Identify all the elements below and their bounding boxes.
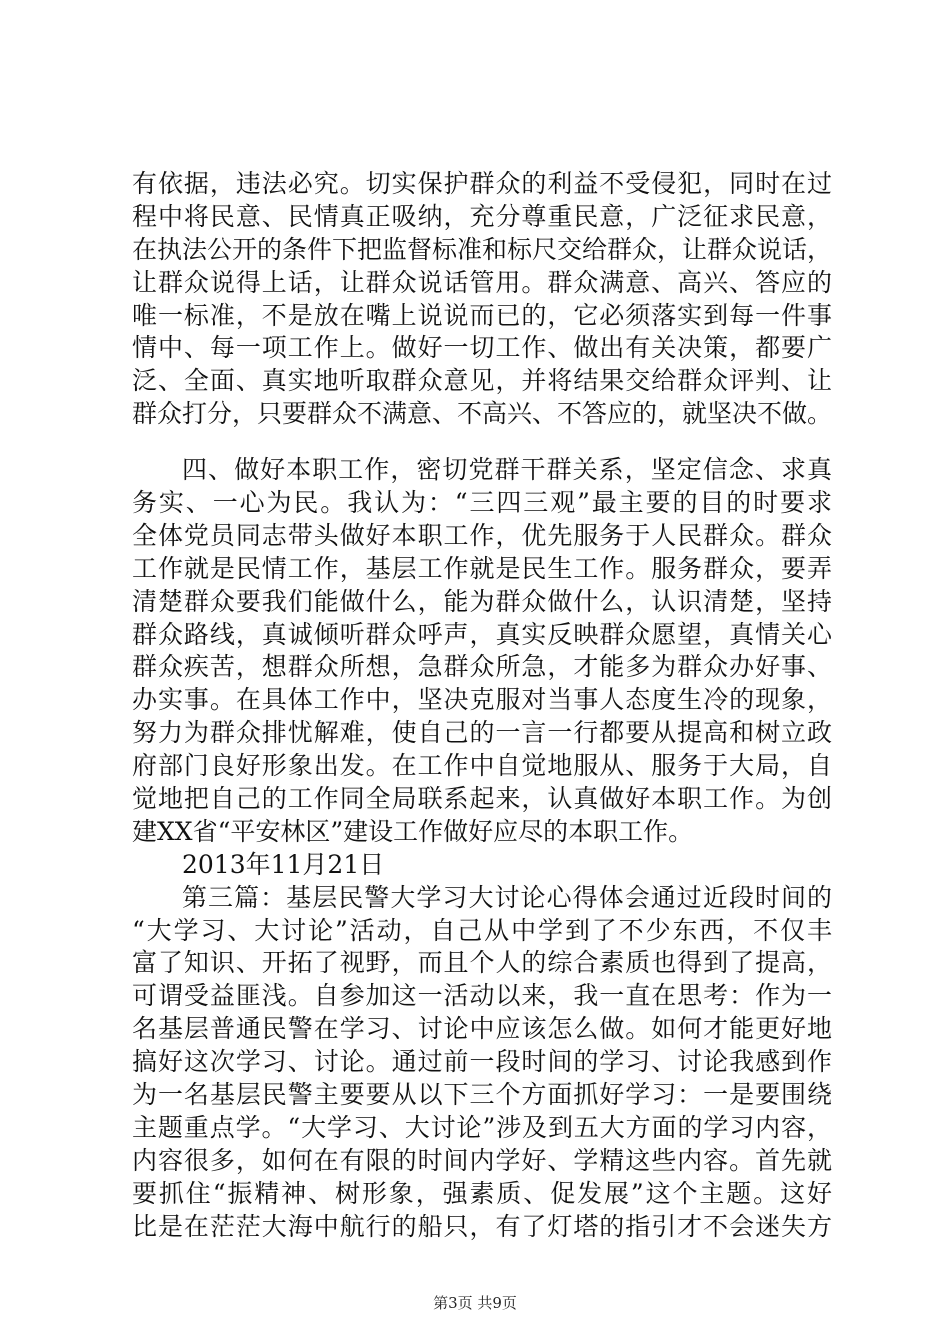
- section-heading-line: 四、做好本职工作，密切党群干群关系，坚定信念、求真: [182, 455, 832, 485]
- text-line: 富了知识、开拓了视野，而且个人的综合素质也得到了提高，: [132, 948, 832, 978]
- text-line: 全体党员同志带头做好本职工作，优先服务于人民群众。群众: [132, 520, 832, 550]
- text-line: 群众路线，真诚倾听群众呼声，真实反映群众愿望，真情关心: [132, 619, 832, 649]
- text-line: 务实、一心为民。我认为：“三四三观”最主要的目的时要求: [132, 488, 832, 518]
- text-line: 努力为群众排忧解难，使自己的一言一行都要从提高和树立政: [132, 718, 832, 748]
- text-line: 府部门良好形象出发。在工作中自觉地服从、服务于大局，自: [132, 751, 832, 781]
- text-line: 有依据，违法必究。切实保护群众的利益不受侵犯，同时在过: [132, 169, 832, 198]
- document-body: [132, 168, 832, 1244]
- text-line: 搞好这次学习、讨论。通过前一段时间的学习、讨论我感到作: [132, 1047, 832, 1077]
- text-line: 名基层普通民警在学习、讨论中应该怎么做。如何才能更好地: [132, 1014, 832, 1044]
- text-line: 唯一标准，不是放在嘴上说说而已的，它必须落实到每一件事: [132, 300, 832, 330]
- text-line: 泛、全面、真实地听取群众意见，并将结果交给群众评判、让: [132, 366, 832, 396]
- text-line: 觉地把自己的工作同全局联系起来，认真做好本职工作。为创: [132, 784, 832, 814]
- text-line: 让群众说得上话，让群众说话管用。群众满意、高兴、答应的: [132, 267, 832, 297]
- text-line: 要抓住“振精神、树形象，强素质、促发展”这个主题。这好: [132, 1178, 832, 1208]
- text-line: 工作就是民情工作，基层工作就是民生工作。服务群众，要弄: [132, 553, 832, 583]
- text-line: 群众打分，只要群众不满意、不高兴、不答应的，就坚决不做。: [132, 399, 832, 429]
- text-line: 建XX省“平安林区”建设工作做好应尽的本职工作。: [132, 816, 694, 846]
- text-line: “大学习、大讨论”活动，自己从中学到了不少东西，不仅丰: [132, 915, 832, 945]
- text-line: 为一名基层民警主要要从以下三个方面抓好学习：一是要围绕: [132, 1080, 832, 1110]
- text-line: 在执法公开的条件下把监督标准和标尺交给群众，让群众说话，: [132, 234, 832, 264]
- chapter-heading-line: 第三篇：基层民警大学习大讨论心得体会通过近段时间的: [182, 882, 832, 912]
- text-line: 内容很多，如何在有限的时间内学好、学精这些内容。首先就: [132, 1145, 832, 1175]
- page-number-footer: 第3页 共9页: [433, 1294, 517, 1312]
- text-line: 可谓受益匪浅。自参加这一活动以来，我一直在思考：作为一: [132, 981, 832, 1011]
- text-line: 主题重点学。“大学习、大讨论”涉及到五大方面的学习内容，: [132, 1112, 832, 1142]
- paragraph-gap: [132, 431, 832, 454]
- text-line: 群众疾苦，想群众所想，急群众所急，才能多为群众办好事、: [132, 652, 832, 682]
- text-line: 程中将民意、民情真正吸纳，充分尊重民意，广泛征求民意，: [132, 201, 832, 231]
- text-line: 办实事。在具体工作中，坚决克服对当事人态度生冷的现象，: [132, 685, 832, 715]
- text-line: 比是在茫茫大海中航行的船只，有了灯塔的指引才不会迷失方: [132, 1211, 832, 1241]
- text-line: 清楚群众要我们能做什么，能为群众做什么，认识清楚，坚持: [132, 586, 832, 616]
- date-line: 2013年11月21日: [182, 849, 385, 879]
- text-line: 情中、每一项工作上。做好一切工作、做出有关决策，都要广: [132, 333, 832, 363]
